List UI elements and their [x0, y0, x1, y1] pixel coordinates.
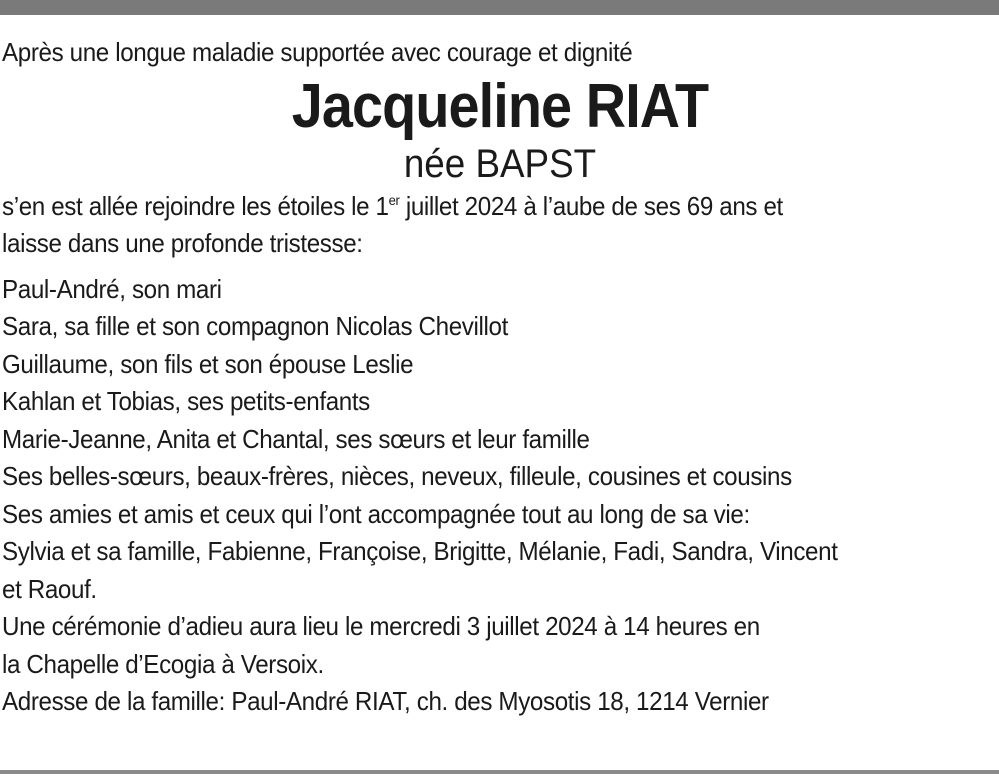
- spacer: [2, 263, 998, 271]
- bottom-border-bar: [0, 770, 999, 774]
- family-item: Sara, sa fille et son compagnon Nicolas Chevillot: [2, 311, 508, 341]
- family-item: Guillaume, son fils et son épouse Leslie: [2, 348, 414, 379]
- family-item: Marie-Jeanne, Anita et Chantal, ses sœurs et leur famille: [2, 423, 590, 454]
- announcement-line-2: laisse dans une profonde tristesse:: [2, 228, 363, 258]
- family-item: Kahlan et Tobias, ses petits-enfants: [2, 386, 370, 416]
- announcement-text-before: s’en est allée rejoindre les étoiles le 1: [2, 190, 389, 221]
- family-list: [2, 271, 998, 609]
- family-address: Adresse de la famille: Paul-André RIAT, ch. des Myosotis 18, 1214 Vernier: [2, 686, 769, 716]
- family-item: Ses belles-sœurs, beaux-frères, nièces, neveux, filleule, cousines et cousins: [2, 461, 792, 491]
- ceremony-line-2: la Chapelle d’Ecogia à Versoix.: [2, 648, 324, 679]
- maiden-name: née BAPST: [403, 141, 597, 186]
- family-item: Ses amies et amis et ceux qui l’ont accompagnée tout au long de sa vie:: [2, 498, 750, 529]
- announcement-line-1: [2, 188, 998, 226]
- family-item: et Raouf.: [2, 573, 97, 604]
- obituary-notice: [2, 34, 998, 721]
- announcement-text-after: juillet 2024 à l’aube de ses 69 ans et: [399, 190, 783, 221]
- deceased-name: Jacqueline RIAT: [291, 71, 709, 141]
- family-item: Paul-André, son mari: [2, 273, 222, 304]
- ordinal-superscript: er: [388, 191, 400, 208]
- top-border-bar: [0, 0, 999, 15]
- ceremony-line-1: Une cérémonie d’adieu aura lieu le mercredi 3 juillet 2024 à 14 heures en: [2, 611, 760, 641]
- family-item: Sylvia et sa famille, Fabienne, Françoise, Brigitte, Mélanie, Fadi, Sandra, Vincent: [2, 536, 838, 566]
- intro-text: Après une longue maladie supportée avec courage et dignité: [2, 37, 633, 67]
